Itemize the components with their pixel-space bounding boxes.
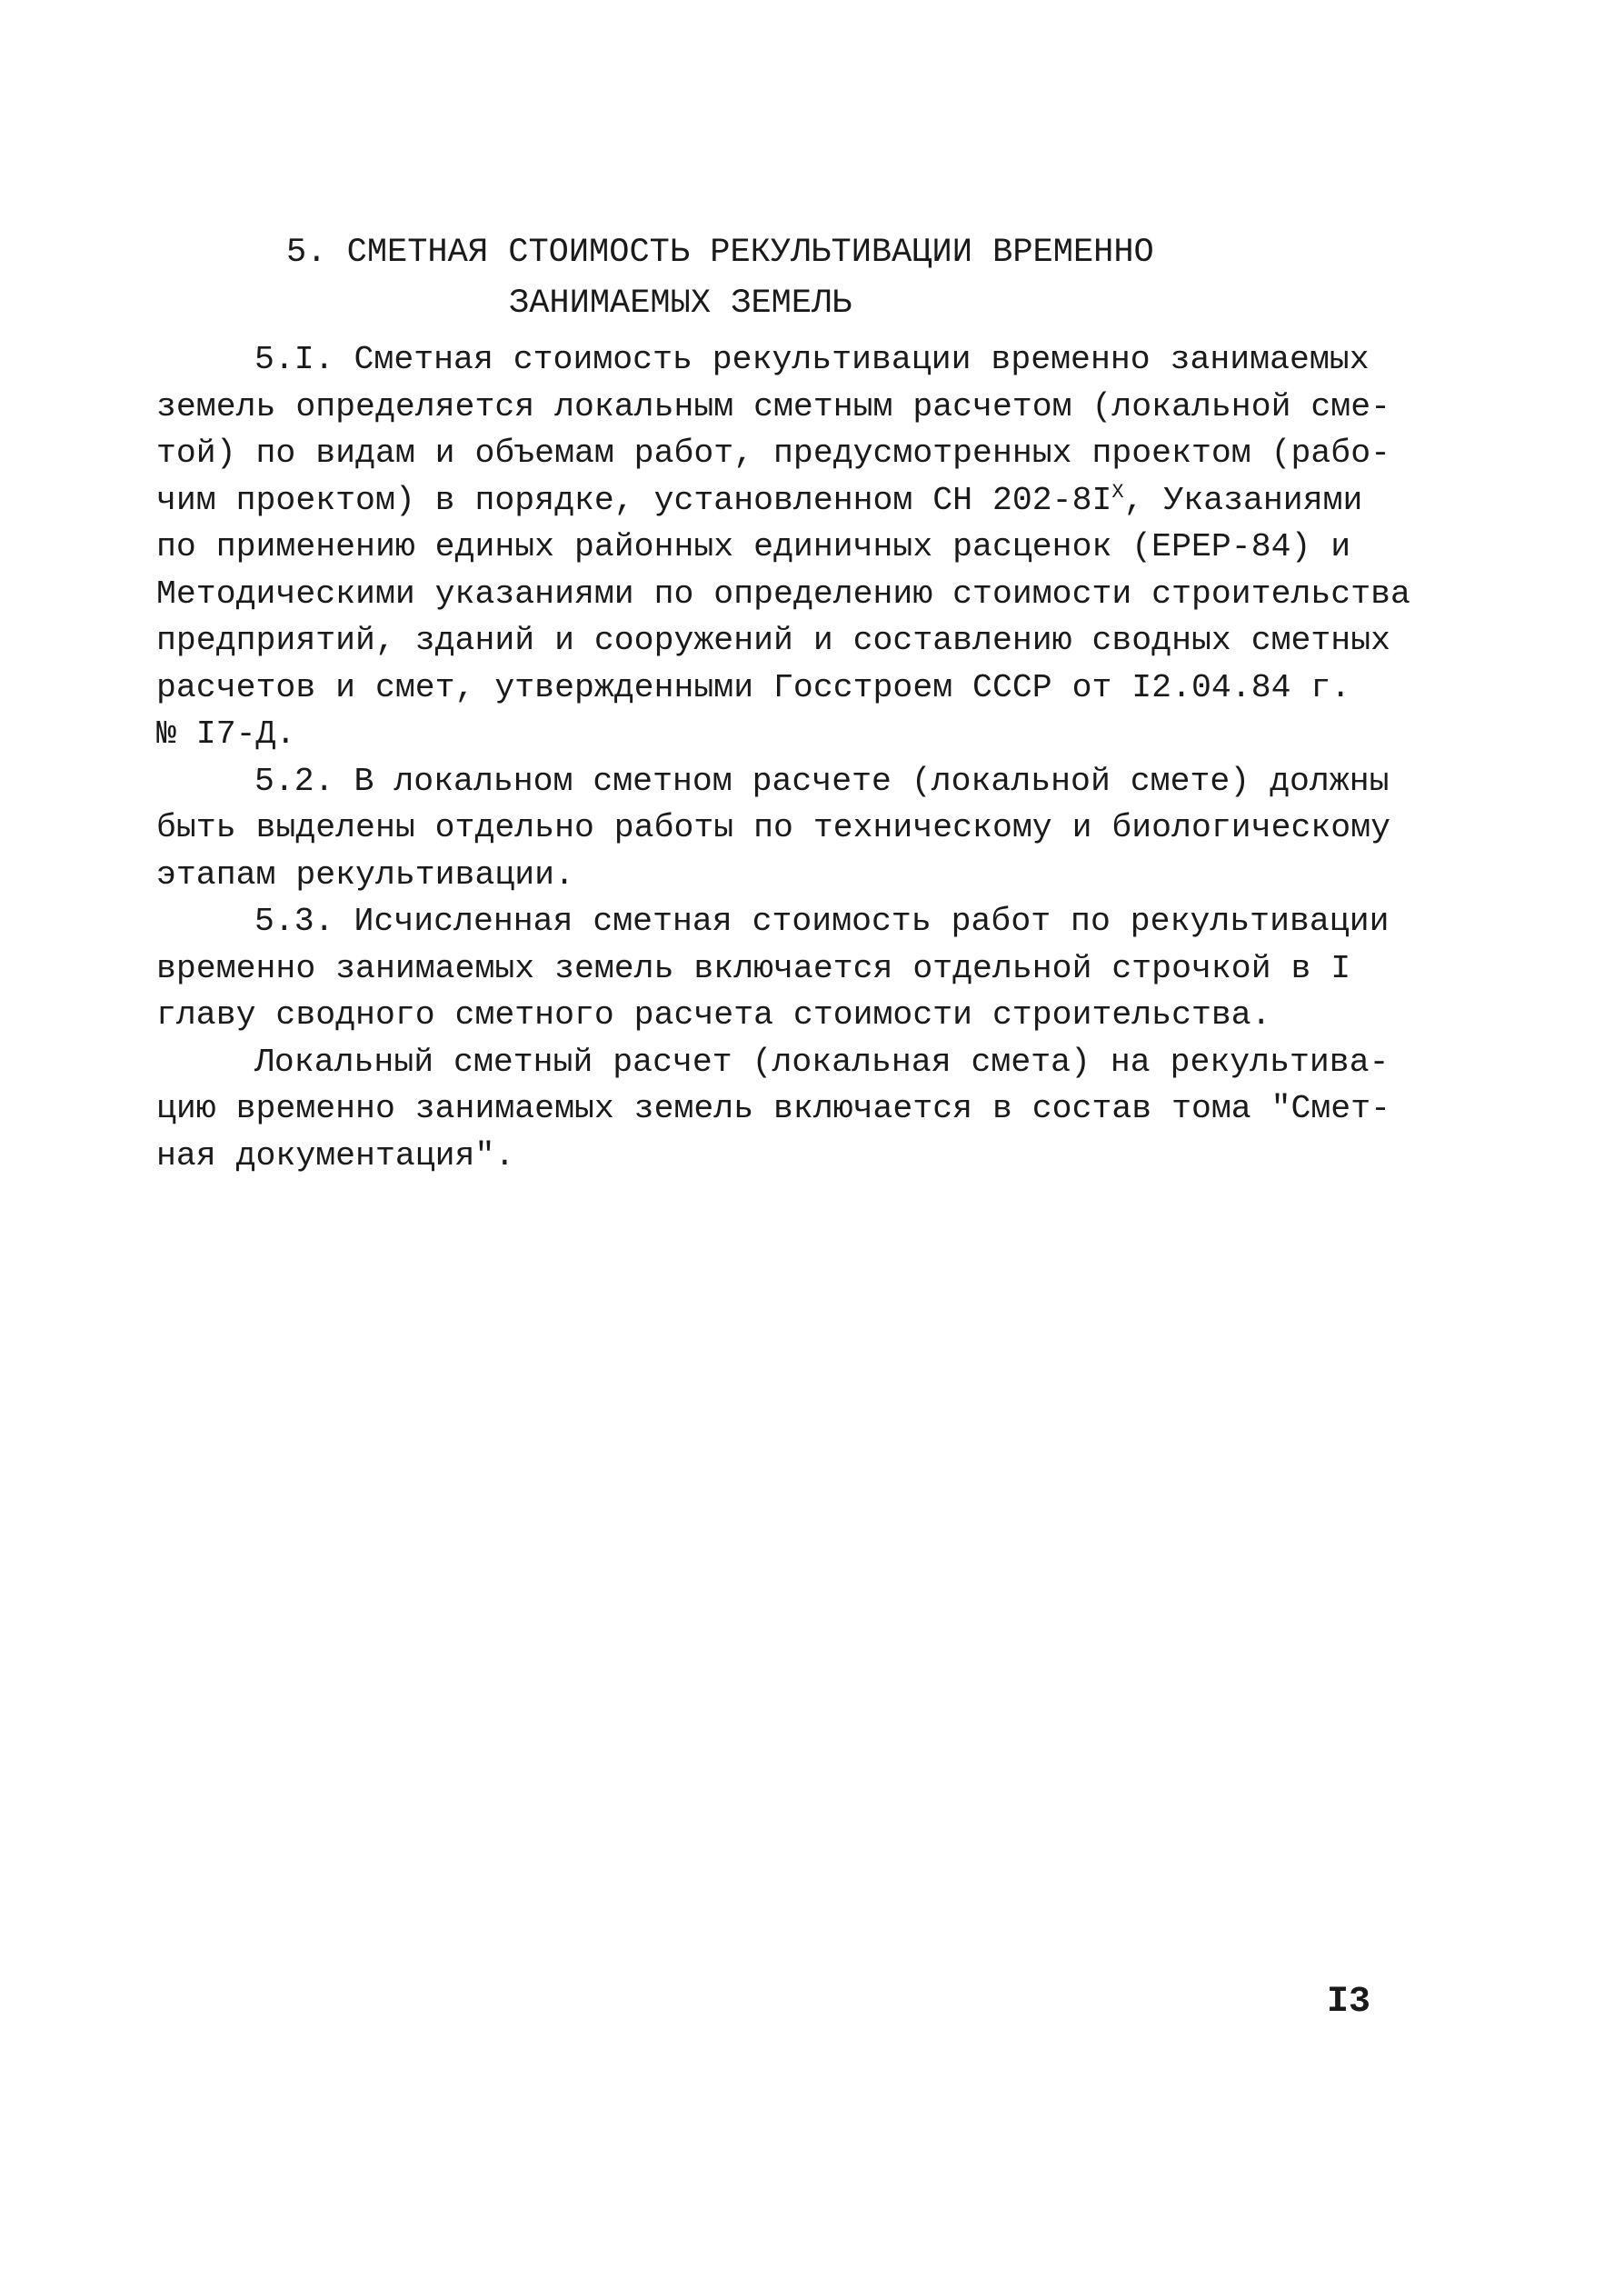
- paragraph-line: той) по видам и объемам работ, предусмотренных проектом (рабо-: [156, 435, 1391, 472]
- paragraph-local-estimate: [156, 1039, 1391, 1180]
- paragraph-line-part: чим проектом) в порядке, установленном СН 202-8I: [156, 481, 1112, 519]
- section-body: [156, 336, 1410, 1179]
- paragraph-line: быть выделены отдельно работы по техническому и биологическому: [156, 809, 1391, 846]
- paragraph-line: Методическими указаниями по определению стоимости строительства: [156, 575, 1410, 613]
- paragraph-line: главу сводного сметного расчета стоимости строительства.: [156, 996, 1271, 1034]
- section-heading-line-2: ЗАНИМАЕМЫХ ЗЕМЕЛЬ: [509, 285, 852, 323]
- paragraph-line: 5.3. Исчисленная сметная стоимость работ по рекультивации: [254, 903, 1390, 940]
- paragraph-5-1: [156, 336, 1410, 758]
- paragraph-line: 5.2. В локальном сметном расчете (локальной смете) должны: [254, 762, 1390, 800]
- paragraph-line: расчетов и смет, утвержденными Госстроем СССР от I2.04.84 г.: [156, 668, 1351, 706]
- paragraph-5-2: [156, 758, 1391, 899]
- page-number: I3: [1327, 1982, 1371, 2023]
- section-heading-line-1: 5. СМЕТНАЯ СТОИМОСТЬ РЕКУЛЬТИВАЦИИ ВРЕМЕННО: [286, 234, 1154, 272]
- section-heading: [154, 227, 1318, 329]
- superscript-mark: X: [1111, 480, 1124, 504]
- paragraph-line: цию временно занимаемых земель включается в состав тома "Смет-: [156, 1090, 1391, 1127]
- paragraph-line: № I7-Д.: [156, 715, 296, 753]
- paragraph-line: предприятий, зданий и сооружений и составлению сводных сметных: [156, 622, 1391, 659]
- paragraph-line: Локальный сметный расчет (локальная смета) на рекультива-: [254, 1043, 1390, 1081]
- paragraph-line: ная документация".: [156, 1136, 515, 1174]
- paragraph-line-part: , Указаниями: [1123, 481, 1363, 519]
- paragraph-line: этапам рекультивации.: [156, 855, 574, 894]
- paragraph-line: по применению единых районных единичных расценок (ЕРЕР-84) и: [156, 528, 1351, 565]
- paragraph-5-3: [156, 898, 1390, 1039]
- paragraph-line: временно занимаемых земель включается отдельной строчкой в I: [156, 949, 1351, 987]
- paragraph-line: [156, 477, 1363, 525]
- paragraph-line: 5.I. Сметная стоимость рекультивации временно занимаемых: [254, 341, 1370, 378]
- paragraph-line: земель определяется локальным сметным расчетом (локальной сме-: [156, 387, 1391, 425]
